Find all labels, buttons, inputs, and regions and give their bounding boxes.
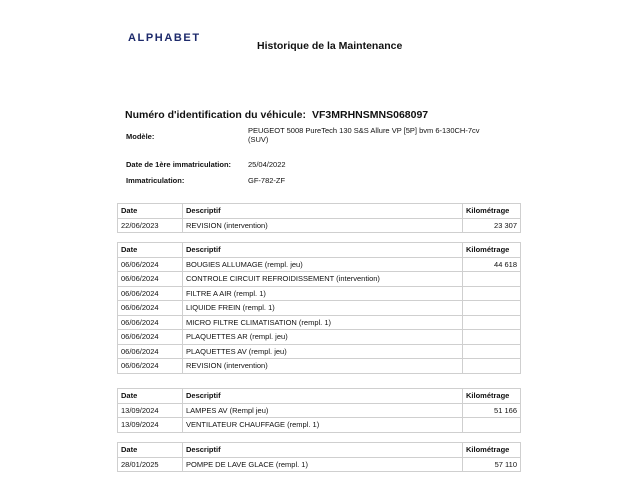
column-header-date: Date bbox=[118, 389, 183, 404]
row-date: 06/06/2024 bbox=[118, 330, 183, 345]
vin-label: Numéro d'identification du véhicule: bbox=[125, 109, 307, 121]
row-date: 13/09/2024 bbox=[118, 418, 183, 433]
row-date: 06/06/2024 bbox=[118, 344, 183, 359]
column-header-descriptif: Descriptif bbox=[183, 389, 463, 404]
row-descriptif: REVISION (intervention) bbox=[183, 359, 463, 374]
model-label: Modèle: bbox=[126, 132, 155, 141]
row-descriptif: POMPE DE LAVE GLACE (rempl. 1) bbox=[183, 457, 463, 472]
row-kilometrage: 23 307 bbox=[463, 218, 521, 233]
row-kilometrage bbox=[463, 301, 521, 316]
row-descriptif: PLAQUETTES AV (rempl. jeu) bbox=[183, 344, 463, 359]
model-value bbox=[248, 126, 526, 160]
company-logo: ALPHABET bbox=[128, 32, 201, 44]
column-header-date: Date bbox=[118, 204, 183, 219]
model-value-line2: (SUV) bbox=[248, 135, 269, 144]
table-row bbox=[118, 272, 521, 287]
registration-date-value: 25/04/2022 bbox=[248, 160, 286, 169]
row-date: 22/06/2023 bbox=[118, 218, 183, 233]
column-header-date: Date bbox=[118, 443, 183, 458]
column-header-kilometrage: Kilométrage bbox=[463, 204, 521, 219]
maintenance-table-2 bbox=[117, 242, 521, 374]
maintenance-table-1 bbox=[117, 203, 521, 233]
row-date: 06/06/2024 bbox=[118, 301, 183, 316]
row-kilometrage bbox=[463, 315, 521, 330]
page-title: Historique de la Maintenance bbox=[257, 40, 403, 52]
table-header-row bbox=[118, 204, 521, 219]
column-header-kilometrage: Kilométrage bbox=[463, 443, 521, 458]
table-row bbox=[118, 344, 521, 359]
table-row bbox=[118, 218, 521, 233]
table-row bbox=[118, 457, 521, 472]
row-kilometrage bbox=[463, 272, 521, 287]
maintenance-table-3 bbox=[117, 388, 521, 433]
row-kilometrage bbox=[463, 418, 521, 433]
table-row bbox=[118, 359, 521, 374]
row-descriptif: LAMPES AV (Rempl jeu) bbox=[183, 403, 463, 418]
row-date: 06/06/2024 bbox=[118, 315, 183, 330]
row-date: 06/06/2024 bbox=[118, 257, 183, 272]
row-kilometrage bbox=[463, 330, 521, 345]
table-row bbox=[118, 418, 521, 433]
table-row bbox=[118, 315, 521, 330]
maintenance-table-4 bbox=[117, 442, 521, 472]
registration-date-label: Date de 1ère immatriculation: bbox=[126, 160, 232, 169]
vin-line bbox=[125, 109, 428, 121]
column-header-date: Date bbox=[118, 243, 183, 258]
table-row bbox=[118, 301, 521, 316]
row-kilometrage: 57 110 bbox=[463, 457, 521, 472]
row-date: 06/06/2024 bbox=[118, 359, 183, 374]
row-descriptif: LIQUIDE FREIN (rempl. 1) bbox=[183, 301, 463, 316]
row-kilometrage bbox=[463, 359, 521, 374]
plate-label: Immatriculation: bbox=[126, 176, 185, 185]
table-header-row bbox=[118, 443, 521, 458]
column-header-descriptif: Descriptif bbox=[183, 443, 463, 458]
row-date: 06/06/2024 bbox=[118, 272, 183, 287]
column-header-kilometrage: Kilométrage bbox=[463, 389, 521, 404]
table-row bbox=[118, 403, 521, 418]
column-header-descriptif: Descriptif bbox=[183, 204, 463, 219]
row-date: 13/09/2024 bbox=[118, 403, 183, 418]
table-header-row bbox=[118, 243, 521, 258]
row-descriptif: CONTROLE CIRCUIT REFROIDISSEMENT (intervention) bbox=[183, 272, 463, 287]
row-descriptif: REVISION (intervention) bbox=[183, 218, 463, 233]
table-row bbox=[118, 330, 521, 345]
column-header-kilometrage: Kilométrage bbox=[463, 243, 521, 258]
row-date: 06/06/2024 bbox=[118, 286, 183, 301]
row-descriptif: BOUGIES ALLUMAGE (rempl. jeu) bbox=[183, 257, 463, 272]
row-descriptif: FILTRE A AIR (rempl. 1) bbox=[183, 286, 463, 301]
row-date: 28/01/2025 bbox=[118, 457, 183, 472]
row-descriptif: VENTILATEUR CHAUFFAGE (rempl. 1) bbox=[183, 418, 463, 433]
column-header-descriptif: Descriptif bbox=[183, 243, 463, 258]
model-value-line1: PEUGEOT 5008 PureTech 130 S&S Allure VP [5P] bvm 6-130CH-7cv bbox=[248, 126, 480, 135]
row-descriptif: MICRO FILTRE CLIMATISATION (rempl. 1) bbox=[183, 315, 463, 330]
row-kilometrage: 44 618 bbox=[463, 257, 521, 272]
row-kilometrage bbox=[463, 286, 521, 301]
row-kilometrage: 51 166 bbox=[463, 403, 521, 418]
vin-value: VF3MRHNSMNS068097 bbox=[312, 109, 429, 121]
vehicle-info bbox=[126, 126, 526, 192]
row-descriptif: PLAQUETTES AR (rempl. jeu) bbox=[183, 330, 463, 345]
plate-value: GF-782-ZF bbox=[248, 176, 286, 185]
table-header-row bbox=[118, 389, 521, 404]
row-kilometrage bbox=[463, 344, 521, 359]
table-row bbox=[118, 286, 521, 301]
table-row bbox=[118, 257, 521, 272]
